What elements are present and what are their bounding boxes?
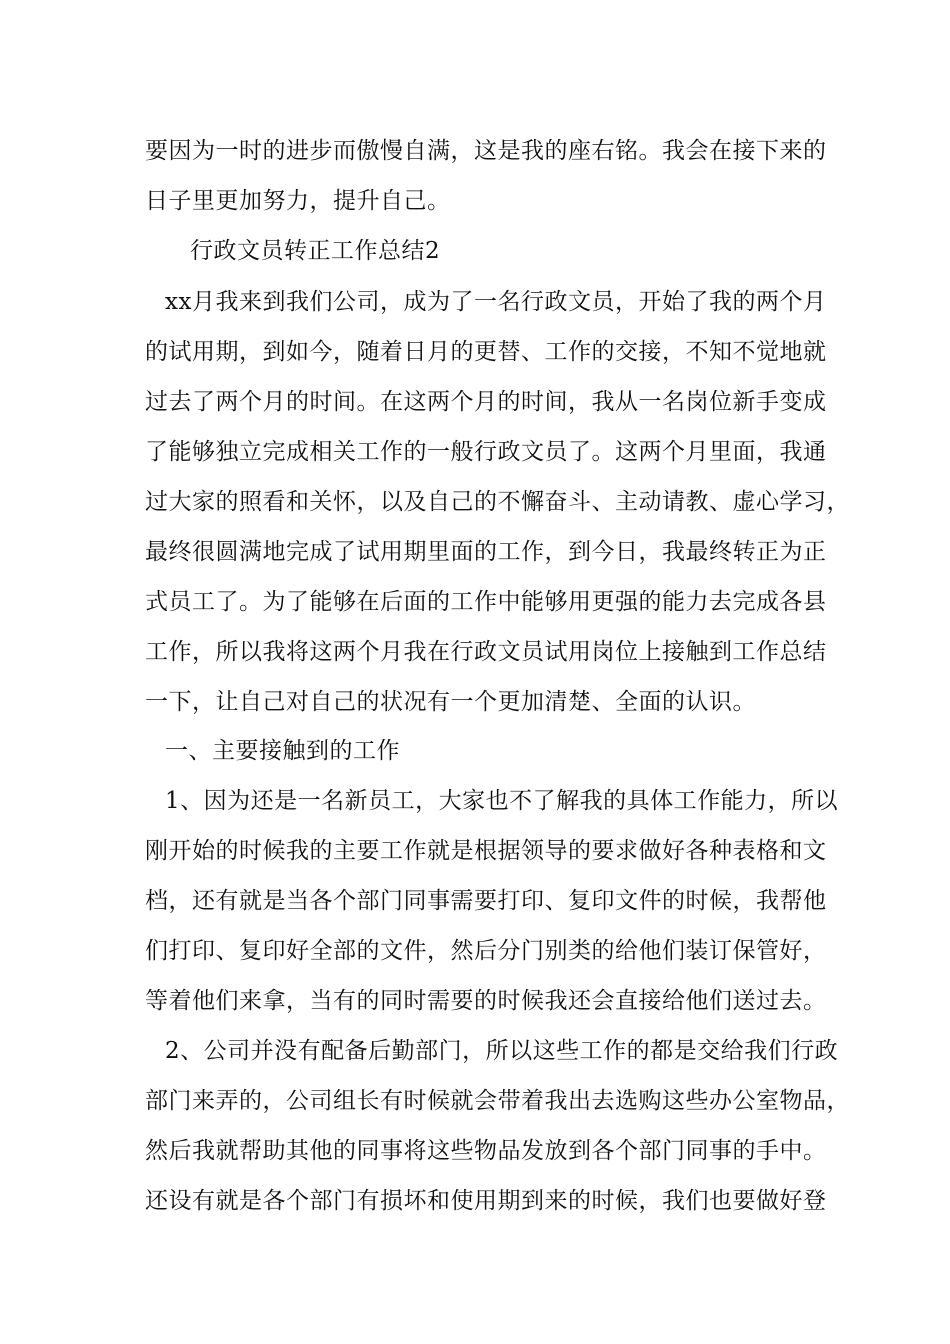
paragraph-line: 等着他们来拿，当有的同时需要的时候我还会直接给他们送过去。	[145, 988, 827, 1014]
paragraph-line: 式员工了。为了能够在后面的工作中能够用更强的能力去完成各县	[145, 589, 827, 615]
paragraph-line: 一下，让自己对自己的状况有一个更加清楚、全面的认识。	[145, 689, 756, 715]
subsection-heading: 一、主要接触到的工作	[165, 738, 400, 764]
paragraph-line: 最终很圆满地完成了试用期里面的工作，到今日，我最终转正为正	[145, 539, 827, 565]
paragraph-line: xx月我来到我们公司，成为了一名行政文员，开始了我的两个月	[165, 289, 827, 315]
paragraph-line: 过大家的照看和关怀，以及自己的不懈奋斗、主动请教、虚心学习，	[145, 489, 850, 515]
paragraph-line: 2、公司并没有配备后勤部门，所以这些工作的都是交给我们行政	[165, 1038, 839, 1064]
paragraph-line: 要因为一时的进步而傲慢自满，这是我的座右铭。我会在接下来的	[145, 138, 827, 164]
paragraph-line: 了能够独立完成相关工作的一般行政文员了。这两个月里面，我通	[145, 439, 827, 465]
paragraph-line: 刚开始的时候我的主要工作就是根据领导的要求做好各种表格和文	[145, 838, 827, 864]
paragraph-line: 日子里更加努力，提升自己。	[145, 188, 451, 214]
paragraph-line: 过去了两个月的时间。在这两个月的时间，我从一名岗位新手变成	[145, 389, 827, 415]
section-heading: 行政文员转正工作总结2	[190, 238, 441, 264]
paragraph-line: 然后我就帮助其他的同事将这些物品发放到各个部门同事的手中。	[145, 1138, 827, 1164]
paragraph-line: 的试用期，到如今，随着日月的更替、工作的交接，不知不觉地就	[145, 339, 827, 365]
paragraph-line: 1、因为还是一名新员工，大家也不了解我的具体工作能力，所以	[165, 788, 839, 814]
paragraph-line: 还设有就是各个部门有损坏和使用期到来的时候，我们也要做好登	[145, 1188, 827, 1214]
paragraph-line: 工作，所以我将这两个月我在行政文员试用岗位上接触到工作总结	[145, 639, 827, 665]
paragraph-line: 们打印、复印好全部的文件，然后分门别类的给他们装订保管好，	[145, 938, 827, 964]
paragraph-line: 档，还有就是当各个部门同事需要打印、复印文件的时候，我帮他	[145, 888, 827, 914]
paragraph-line: 部门来弄的，公司组长有时候就会带着我出去选购这些办公室物品，	[145, 1088, 850, 1114]
